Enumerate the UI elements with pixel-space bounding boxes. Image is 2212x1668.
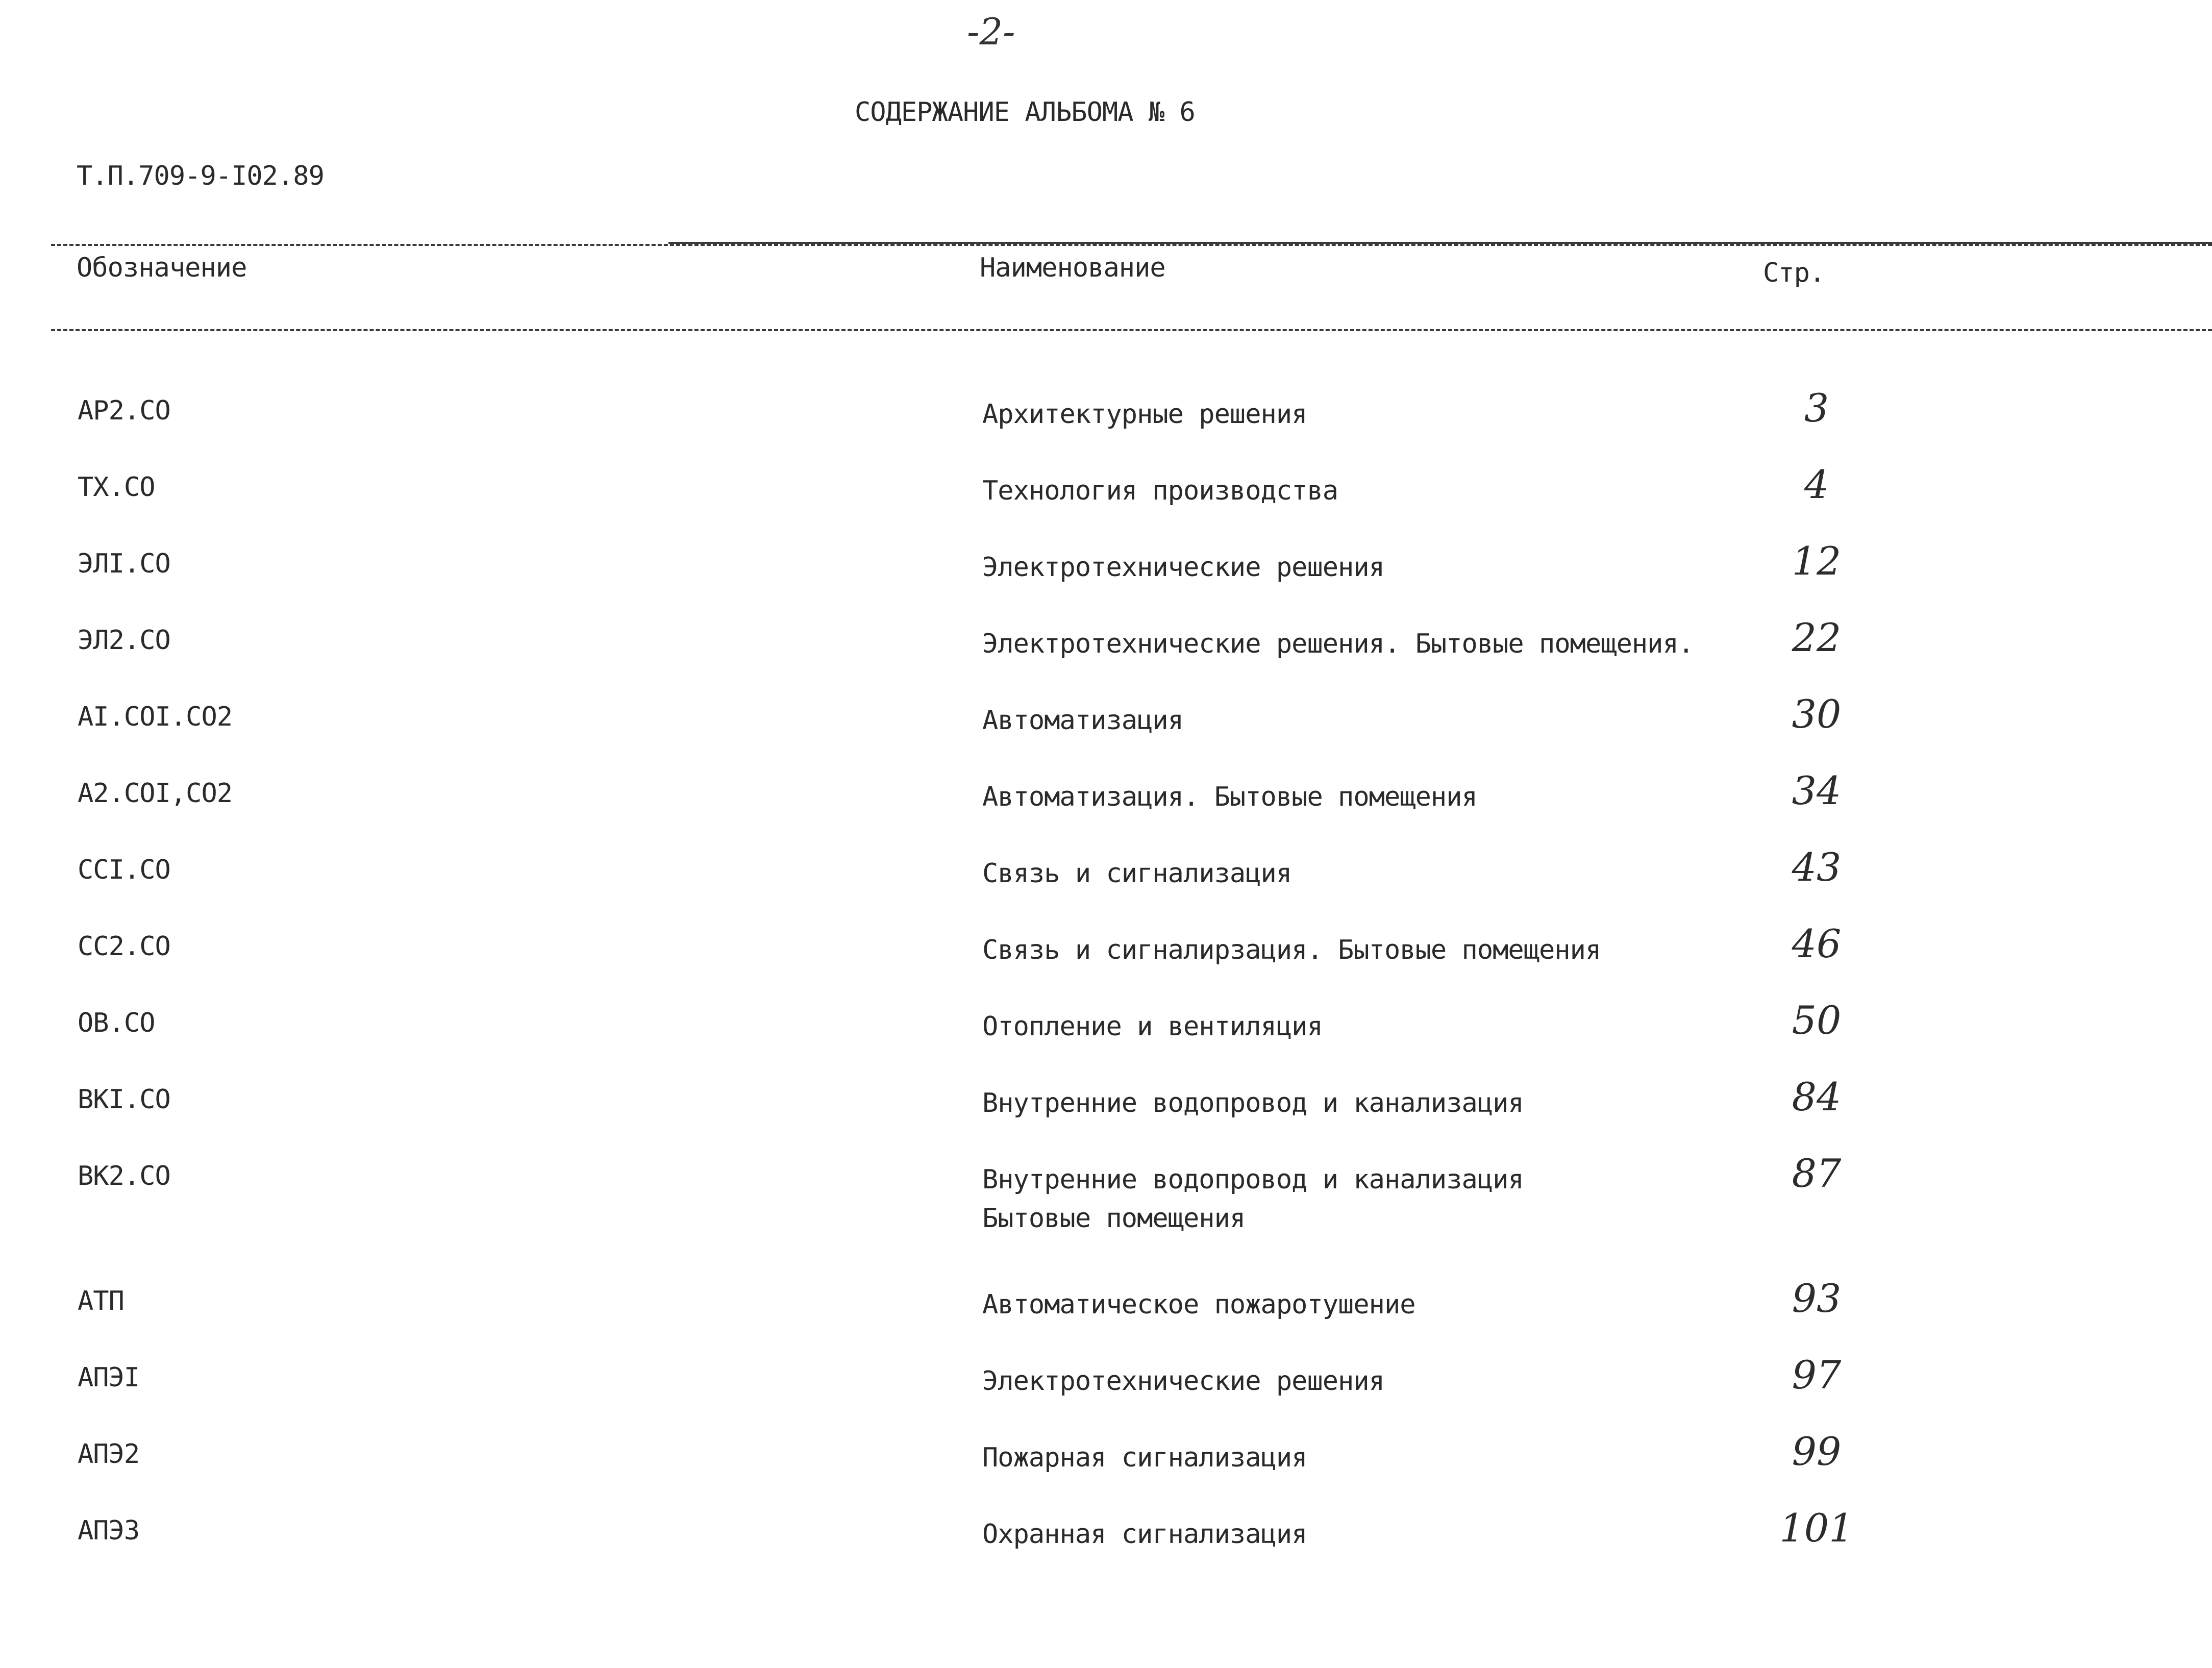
row-code: ЭЛI.СО <box>78 549 170 579</box>
row-page: 3 <box>1804 385 1829 431</box>
row-name-line: Пожарная сигнализация <box>982 1442 1307 1473</box>
row-name-line: Автоматическое пожаротушение <box>982 1289 1415 1320</box>
row-page: 4 <box>1804 462 1829 507</box>
row-name <box>982 401 1307 439</box>
row-name <box>982 1013 1323 1052</box>
row-page: 50 <box>1792 998 1842 1043</box>
row-page: 87 <box>1792 1151 1842 1196</box>
row-page: 34 <box>1792 768 1842 813</box>
row-page: 30 <box>1792 691 1842 737</box>
row-name <box>982 1166 1524 1243</box>
header-code: Обозначение <box>77 253 247 283</box>
row-page: 99 <box>1792 1429 1842 1474</box>
row-code: А2.СОI,СО2 <box>78 778 233 809</box>
row-name <box>982 783 1477 822</box>
row-code: ВК2.СО <box>78 1161 170 1191</box>
document-code: Т.П.709-9-I02.89 <box>77 161 324 191</box>
row-name <box>982 1521 1307 1559</box>
row-page: 93 <box>1792 1276 1842 1321</box>
table-row <box>0 462 2212 523</box>
row-name-line: Охранная сигнализация <box>982 1519 1307 1550</box>
row-name <box>982 707 1183 745</box>
row-code: АР2.СО <box>78 395 170 426</box>
row-code: АПЭ3 <box>78 1515 140 1546</box>
table-row <box>0 998 2212 1059</box>
table-row <box>0 768 2212 829</box>
row-name-line: Автоматизация. Бытовые помещения <box>982 782 1477 812</box>
row-name <box>982 860 1291 899</box>
row-page: 22 <box>1792 615 1842 660</box>
row-name <box>982 1089 1524 1128</box>
row-code: ТХ.СО <box>78 472 155 503</box>
row-name-line: Связь и сигналирзация. Бытовые помещения <box>982 935 1601 965</box>
row-page: 97 <box>1792 1352 1842 1398</box>
row-code: АI.СОI.СО2 <box>78 702 233 732</box>
table-row <box>0 538 2212 600</box>
row-name <box>982 554 1384 592</box>
row-code: АПЭ2 <box>78 1439 140 1470</box>
row-name-line: Электротехнические решения <box>982 1366 1384 1397</box>
row-code: ВКI.СО <box>78 1084 170 1115</box>
row-name <box>982 477 1338 516</box>
table-row <box>0 1352 2212 1413</box>
row-code: АПЭI <box>78 1362 140 1393</box>
row-name-line: Внутренние водопровод и канализация <box>982 1164 1524 1195</box>
page-number: -2- <box>967 10 1015 53</box>
row-name-line: Связь и сигнализация <box>982 858 1292 889</box>
row-name <box>982 936 1601 975</box>
row-name-line: Электротехнические решения <box>982 552 1384 583</box>
row-name <box>982 1291 1415 1330</box>
table-row <box>0 1151 2212 1234</box>
table-row <box>0 1505 2212 1566</box>
row-name <box>982 1367 1384 1406</box>
row-code: ССI.СО <box>78 855 170 885</box>
row-code: АТП <box>78 1286 124 1316</box>
header-name: Наименование <box>980 253 1165 283</box>
row-name-line: Внутренние водопровод и канализация <box>982 1088 1524 1118</box>
row-name <box>982 1444 1307 1483</box>
row-page: 12 <box>1792 538 1842 584</box>
row-page: 43 <box>1792 844 1842 890</box>
table-row <box>0 691 2212 753</box>
row-name-line: Электротехнические решения. Бытовые помещения. <box>982 629 1694 659</box>
row-page: 101 <box>1779 1505 1854 1551</box>
table-row <box>0 844 2212 906</box>
header-page: Стр. <box>1763 258 1825 288</box>
row-name-line: Технология производства <box>982 476 1338 506</box>
table-row <box>0 1276 2212 1337</box>
row-name-line: Автоматизация <box>982 705 1183 736</box>
table-row <box>0 385 2212 446</box>
row-name-line: Архитектурные решения <box>982 399 1307 430</box>
document-title: СОДЕРЖАНИЕ АЛЬБОМА № 6 <box>855 97 1195 128</box>
table-row <box>0 1429 2212 1490</box>
row-name <box>982 630 1694 669</box>
row-code: ЭЛ2.СО <box>78 625 170 656</box>
row-name-line: Бытовые помещения <box>982 1203 1246 1234</box>
row-code: ОВ.СО <box>78 1008 155 1038</box>
table-row <box>0 615 2212 676</box>
table-row <box>0 1074 2212 1135</box>
row-name-line: Отопление и вентиляция <box>982 1011 1323 1042</box>
row-code: СС2.СО <box>78 931 170 962</box>
table-row <box>0 921 2212 982</box>
row-page: 84 <box>1792 1074 1842 1119</box>
row-page: 46 <box>1792 921 1842 966</box>
